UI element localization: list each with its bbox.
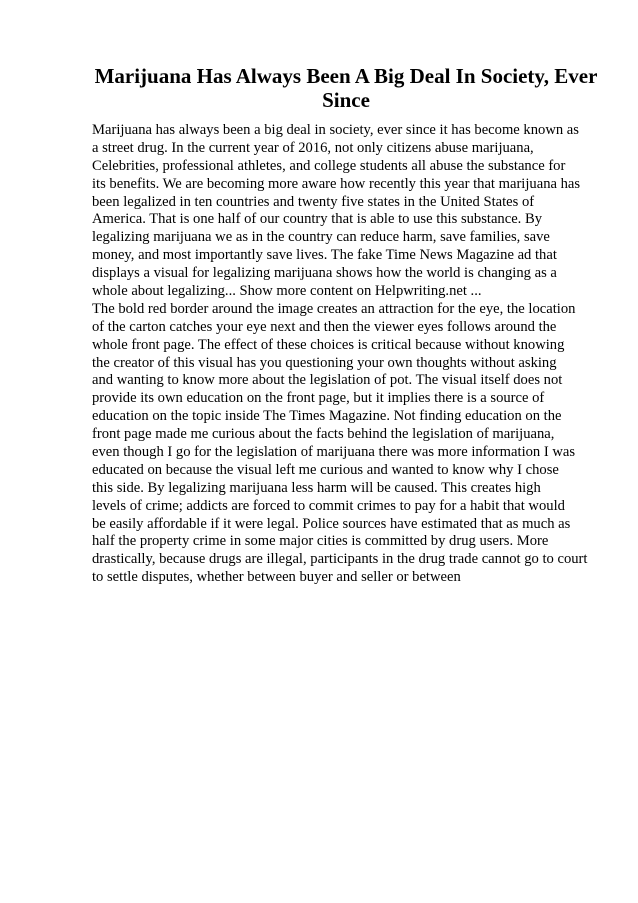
- body-line: the creator of this visual has you questioning your own thoughts without asking: [92, 354, 557, 371]
- body-line: be easily affordable if it were legal. Police sources have estimated that as much as: [92, 515, 571, 532]
- body-line: this side. By legalizing marijuana less harm will be caused. This creates high: [92, 479, 541, 496]
- body-line: front page made me curious about the facts behind the legislation of marijuana,: [92, 426, 555, 443]
- body-line: money, and most importantly save lives. The fake Time News Magazine ad that: [92, 247, 557, 264]
- body-line: levels of crime; addicts are forced to commit crimes to pay for a habit that would: [92, 497, 565, 514]
- body-line: provide its own education on the front page, but it implies there is a source of: [92, 390, 545, 407]
- document-title: [92, 64, 600, 112]
- title-line: Since: [322, 88, 370, 112]
- body-line: to settle disputes, whether between buyer and seller or between: [92, 569, 461, 586]
- body-line: even though I go for the legislation of marijuana there was more information I was: [92, 444, 576, 461]
- document-body: [92, 122, 612, 587]
- body-line: Marijuana has always been a big deal in society, ever since it has become known as: [92, 122, 579, 138]
- body-line: legalizing marijuana we as in the country can reduce harm, save families, save: [92, 229, 550, 246]
- body-line: education on the topic inside The Times Magazine. Not finding education on the: [92, 408, 562, 425]
- body-line: drastically, because drugs are illegal, participants in the drug trade cannot go to court: [92, 551, 588, 568]
- title-line: Marijuana Has Always Been A Big Deal In Society, Ever: [94, 64, 598, 88]
- body-line: a street drug. In the current year of 2016, not only citizens abuse marijuana,: [92, 139, 534, 156]
- body-line: The bold red border around the image creates an attraction for the eye, the location: [92, 300, 576, 317]
- body-line: educated on because the visual left me curious and wanted to know why I chose: [92, 461, 559, 478]
- body-line: whole front page. The effect of these choices is critical because without knowing: [92, 336, 565, 353]
- body-line: of the carton catches your eye next and then the viewer eyes follows around the: [92, 318, 557, 335]
- body-line: half the property crime in some major cities is committed by drug users. More: [92, 533, 549, 550]
- body-line: Celebrities, professional athletes, and college students all abuse the substance for: [92, 157, 566, 174]
- body-line: whole about legalizing... Show more content on Helpwriting.net ...: [92, 283, 482, 300]
- body-line: been legalized in ten countries and twenty five states in the United States of: [92, 193, 535, 210]
- body-line: and wanting to know more about the legislation of pot. The visual itself does not: [92, 372, 563, 389]
- body-line: America. That is one half of our country that is able to use this substance. By: [92, 211, 543, 228]
- body-line: its benefits. We are becoming more aware how recently this year that marijuana has: [92, 175, 581, 192]
- body-line: displays a visual for legalizing marijuana shows how the world is changing as a: [92, 265, 557, 282]
